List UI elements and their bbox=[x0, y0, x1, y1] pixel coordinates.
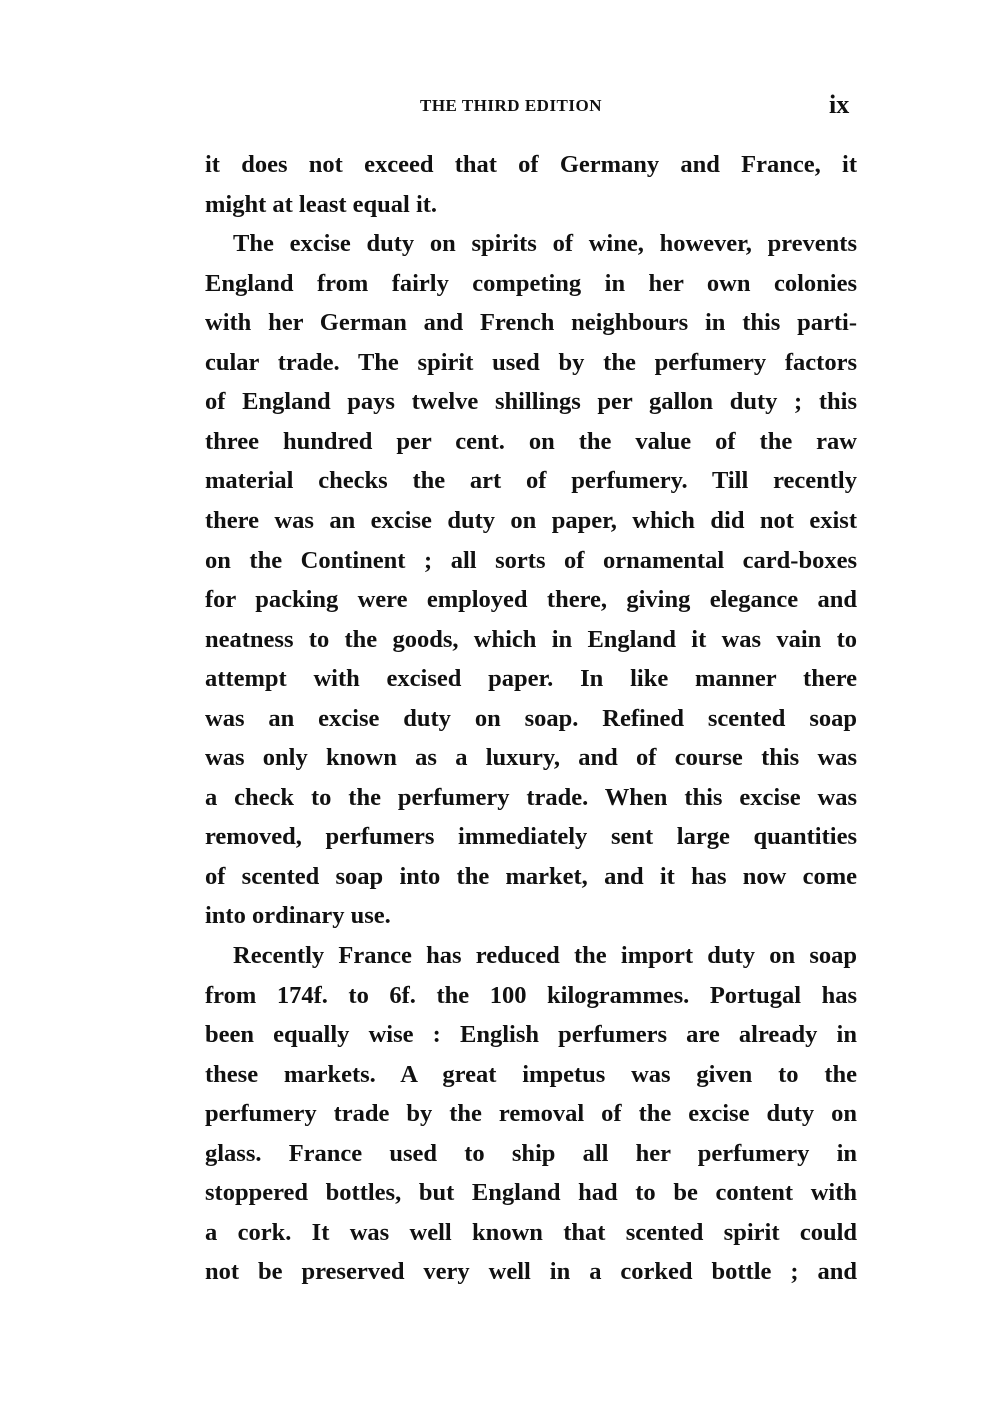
text-line: a check to the perfumery trade. When this excise was bbox=[205, 783, 857, 811]
text-line: was only known as a luxury, and of course this was bbox=[205, 744, 857, 772]
text-line: The excise duty on spirits of wine, however, prevents bbox=[233, 230, 857, 258]
text-line: not be preserved very well in a corked bottle ; and bbox=[205, 1258, 857, 1286]
text-line: cular trade. The spirit used by the perfumery factors bbox=[205, 348, 857, 376]
text-line: might at least equal it. bbox=[205, 190, 438, 218]
text-line: a cork. It was well known that scented spirit could bbox=[205, 1218, 857, 1246]
text-line: England from fairly competing in her own colonies bbox=[205, 269, 857, 297]
text-line: it does not exceed that of Germany and France, it bbox=[205, 151, 857, 178]
text-line: three hundred per cent. on the value of the raw bbox=[205, 427, 857, 455]
text-line: material checks the art of perfumery. Till recently bbox=[205, 467, 857, 495]
running-header: THE THIRD EDITION bbox=[420, 96, 603, 115]
text-line: for packing were employed there, giving elegance and bbox=[205, 586, 857, 614]
text-line: into ordinary use. bbox=[205, 902, 391, 930]
text-line: with her German and French neighbours in this parti- bbox=[205, 309, 857, 337]
text-line: on the Continent ; all sorts of ornamental card-boxes bbox=[205, 546, 857, 574]
text-line: been equally wise : English perfumers are already in bbox=[205, 1021, 857, 1049]
text-line: stoppered bottles, but England had to be content with bbox=[205, 1179, 857, 1207]
text-line: there was an excise duty on paper, which did not exist bbox=[205, 506, 857, 534]
text-line: glass. France used to ship all her perfumery in bbox=[205, 1139, 857, 1167]
text-line: perfumery trade by the removal of the excise duty on bbox=[205, 1100, 857, 1128]
page-number: ix bbox=[829, 90, 850, 119]
text-line: was an excise duty on soap. Refined scented soap bbox=[205, 704, 857, 732]
text-line: neatness to the goods, which in England it was vain to bbox=[205, 625, 857, 653]
text-line: attempt with excised paper. In like manner there bbox=[205, 665, 857, 693]
text-line: of scented soap into the market, and it has now come bbox=[205, 862, 857, 890]
text-line: Recently France has reduced the import duty on soap bbox=[233, 942, 857, 969]
text-line: from 174f. to 6f. the 100 kilogrammes. Portugal has bbox=[205, 981, 857, 1009]
text-line: removed, perfumers immediately sent large quantities bbox=[205, 823, 857, 851]
text-line: these markets. A great impetus was given to the bbox=[205, 1060, 857, 1088]
text-line: of England pays twelve shillings per gallon duty ; this bbox=[205, 388, 857, 416]
